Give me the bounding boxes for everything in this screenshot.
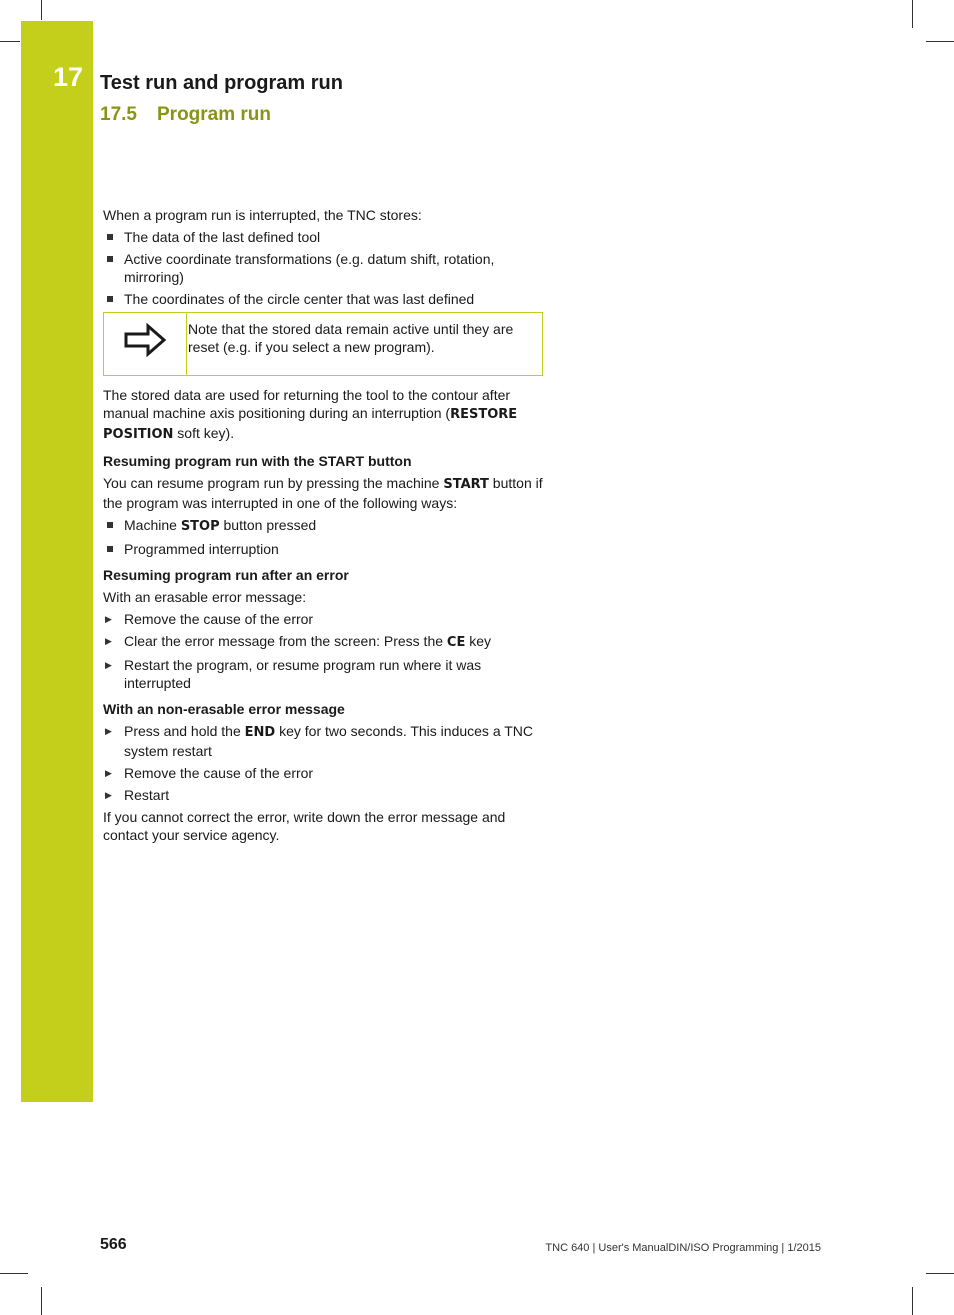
soft-key-label: RESTORE POSITION [103, 407, 518, 442]
list-item: The data of the last defined tool [103, 228, 543, 246]
key-label: START [443, 477, 489, 492]
step-item [103, 632, 543, 652]
crop-mark [41, 1287, 42, 1315]
step-item [103, 722, 543, 760]
note-icon-cell [104, 313, 187, 375]
note-box [103, 312, 543, 376]
text: key [465, 633, 492, 649]
section-number: 17.5 [100, 104, 137, 125]
text: Press and hold the [124, 723, 245, 739]
crop-mark [0, 1273, 28, 1274]
arrow-right-outline-icon [124, 323, 166, 357]
note-text: Note that the stored data remain active until they are reset (e.g. if you select a new program). [188, 321, 514, 355]
chapter-sidebar [21, 21, 93, 1102]
list-item: The coordinates of the circle center that was last defined [103, 290, 543, 308]
main-content [103, 206, 543, 844]
list-item [103, 516, 543, 536]
heading-start-button: Resuming program run with the START button [103, 453, 412, 469]
stored-usage-paragraph [103, 386, 543, 444]
key-label: CE [446, 635, 466, 650]
section-title [100, 104, 271, 126]
text: Machine [124, 517, 181, 533]
footer-text: TNC 640 | User's ManualDIN/ISO Programming | 1/2015 [545, 1242, 821, 1254]
crop-mark [912, 1287, 913, 1315]
page-number: 566 [100, 1236, 127, 1253]
list-item: Active coordinate transformations (e.g. datum shift, rotation, mirroring) [103, 250, 543, 286]
heading-after-error: Resuming program run after an error [103, 567, 349, 583]
crop-mark [926, 1273, 954, 1274]
text: The stored data are used for returning the tool to the contour after manual machine axis positioning during an interruption ( [103, 387, 511, 421]
text: soft key). [173, 425, 235, 441]
heading-non-erasable: With an non-erasable error message [103, 701, 345, 717]
error-steps [103, 610, 543, 692]
start-paragraph [103, 474, 543, 512]
section-title-text: Program run [157, 104, 272, 125]
text: You can resume program run by pressing the machine [103, 475, 444, 491]
crop-mark [41, 0, 42, 20]
non-erasable-steps [103, 722, 543, 804]
text: button pressed [219, 517, 317, 533]
step-item: ▶ Remove the cause of the error [103, 764, 543, 782]
key-label: END [244, 725, 276, 740]
text: key for two seconds. This induces a TNC system restart [124, 723, 534, 759]
step-item: ▶ Restart [103, 786, 543, 804]
list-item: Programmed interruption [103, 540, 543, 558]
error-intro: With an erasable error message: [103, 589, 307, 605]
chapter-number: 17 [53, 62, 84, 92]
step-item: ▶ Remove the cause of the error [103, 610, 543, 628]
key-label: STOP [180, 519, 220, 534]
crop-mark [912, 0, 913, 28]
interruption-list [103, 516, 543, 558]
stored-items-list [103, 228, 543, 308]
crop-mark [926, 41, 954, 42]
chapter-title: Test run and program run [100, 72, 343, 94]
intro-paragraph: When a program run is interrupted, the TNC stores: [103, 207, 422, 223]
text: Clear the error message from the screen: Press the [124, 633, 447, 649]
step-item: ▶ Restart the program, or resume program run where it was interrupted [103, 656, 543, 692]
text: button if the program was interrupted in one of the following ways: [103, 475, 543, 511]
closing-paragraph: If you cannot correct the error, write down the error message and contact your service agency. [103, 809, 506, 843]
crop-mark [0, 41, 20, 42]
